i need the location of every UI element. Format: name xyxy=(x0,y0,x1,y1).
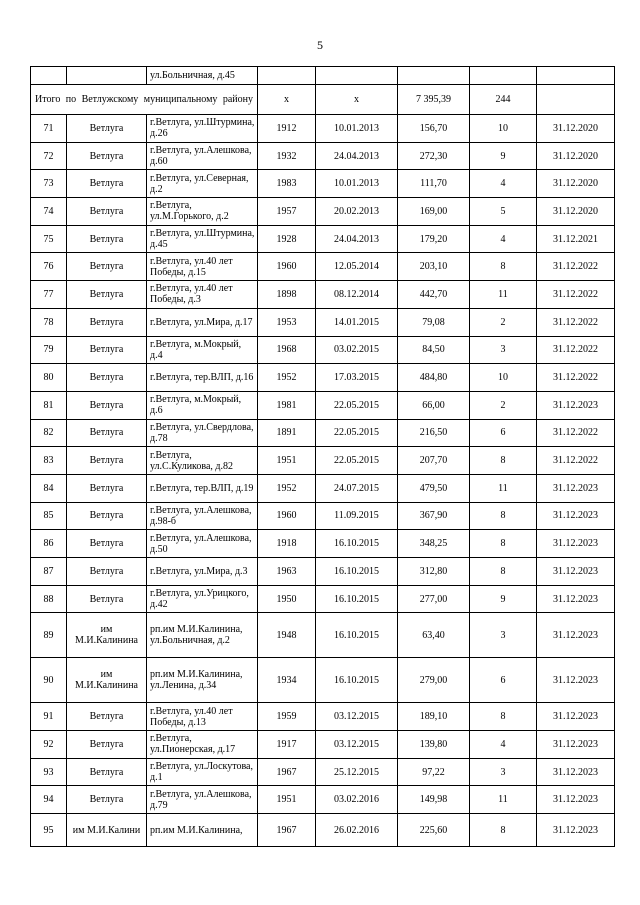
address-cell: г.Ветлуга, ул.Северная, д.2 xyxy=(147,170,258,198)
residents-cell: 10 xyxy=(470,364,537,392)
settlement-cell: Ветлуга xyxy=(67,336,147,364)
address-cell: г.Ветлуга, ул.Штурмина, д.45 xyxy=(147,225,258,253)
area-cell: 111,70 xyxy=(398,170,470,198)
deadline-cell: 31.12.2021 xyxy=(537,225,615,253)
year-built-cell: 1948 xyxy=(258,613,316,658)
area-cell: 272,30 xyxy=(398,142,470,170)
settlement-cell: Ветлуга xyxy=(67,786,147,814)
row-number-cell: 88 xyxy=(31,585,67,613)
deadline-cell: 31.12.2022 xyxy=(537,253,615,281)
table-row xyxy=(31,703,615,731)
subtotal-label: Итого по Ветлужскому муниципальному району xyxy=(31,85,258,115)
deadline-cell: 31.12.2023 xyxy=(537,530,615,558)
area-cell: 312,80 xyxy=(398,558,470,586)
deadline-cell: 31.12.2023 xyxy=(537,613,615,658)
settlement-cell: Ветлуга xyxy=(67,731,147,759)
area-cell: 207,70 xyxy=(398,447,470,475)
page-number: 5 xyxy=(317,38,323,52)
area-cell: 63,40 xyxy=(398,613,470,658)
date-cell: 16.10.2015 xyxy=(316,558,398,586)
area-cell: 66,00 xyxy=(398,391,470,419)
address-cell: г.Ветлуга, м.Мокрый, д.6 xyxy=(147,391,258,419)
row-number-cell: 90 xyxy=(31,658,67,703)
area-cell: 189,10 xyxy=(398,703,470,731)
address-cell: рп.им М.И.Калинина, ул.Больничная, д.2 xyxy=(147,613,258,658)
address-cell: г.Ветлуга, ул.Урицкого, д.42 xyxy=(147,585,258,613)
date-cell: 11.09.2015 xyxy=(316,502,398,530)
residents-cell: 8 xyxy=(470,253,537,281)
settlement-cell: Ветлуга xyxy=(67,225,147,253)
row-number-cell: 93 xyxy=(31,758,67,786)
settlement-cell: Ветлуга xyxy=(67,115,147,143)
address-cell: ул.Больничная, д.45 xyxy=(147,67,258,85)
row-number-cell: 95 xyxy=(31,814,67,847)
table-row xyxy=(31,502,615,530)
subtotal-year: х xyxy=(258,85,316,115)
deadline-cell: 31.12.2022 xyxy=(537,364,615,392)
residents-cell: 10 xyxy=(470,115,537,143)
settlement-cell: Ветлуга xyxy=(67,474,147,502)
address-cell: г.Ветлуга, м.Мокрый, д.4 xyxy=(147,336,258,364)
area-cell: 79,08 xyxy=(398,308,470,336)
date-cell: 03.02.2015 xyxy=(316,336,398,364)
area-cell: 203,10 xyxy=(398,253,470,281)
year-built-cell: 1952 xyxy=(258,474,316,502)
continuation-row xyxy=(31,67,615,85)
residents-cell: 3 xyxy=(470,758,537,786)
deadline-cell: 31.12.2022 xyxy=(537,281,615,309)
settlement-cell: Ветлуга xyxy=(67,170,147,198)
table-row xyxy=(31,336,615,364)
table-row xyxy=(31,115,615,143)
residents-cell: 11 xyxy=(470,786,537,814)
row-number-cell: 94 xyxy=(31,786,67,814)
table-row xyxy=(31,419,615,447)
deadline-cell: 31.12.2020 xyxy=(537,170,615,198)
residents-cell: 3 xyxy=(470,336,537,364)
deadline-cell: 31.12.2023 xyxy=(537,585,615,613)
deadline-cell: 31.12.2023 xyxy=(537,703,615,731)
year-built-cell: 1934 xyxy=(258,658,316,703)
date-cell: 16.10.2015 xyxy=(316,658,398,703)
area-cell: 97,22 xyxy=(398,758,470,786)
residents-cell: 8 xyxy=(470,447,537,475)
residents-cell: 2 xyxy=(470,391,537,419)
address-cell: г.Ветлуга, ул.Свердлова, д.78 xyxy=(147,419,258,447)
deadline-cell: 31.12.2023 xyxy=(537,391,615,419)
year-built-cell: 1960 xyxy=(258,502,316,530)
date-cell: 22.05.2015 xyxy=(316,419,398,447)
deadline-cell: 31.12.2023 xyxy=(537,658,615,703)
settlement-cell: Ветлуга xyxy=(67,558,147,586)
settlement-cell: им М.И.Калини xyxy=(67,814,147,847)
row-number-cell: 72 xyxy=(31,142,67,170)
year-built-cell: 1898 xyxy=(258,281,316,309)
residents-cell: 2 xyxy=(470,308,537,336)
area-cell: 277,00 xyxy=(398,585,470,613)
address-cell: г.Ветлуга, ул.С.Куликова, д.82 xyxy=(147,447,258,475)
residents-cell: 4 xyxy=(470,225,537,253)
address-cell: г.Ветлуга, тер.ВЛП, д.19 xyxy=(147,474,258,502)
residents-cell: 6 xyxy=(470,658,537,703)
year-built-cell: 1968 xyxy=(258,336,316,364)
deadline-cell: 31.12.2023 xyxy=(537,758,615,786)
date-cell: 12.05.2014 xyxy=(316,253,398,281)
subtotal-row xyxy=(31,85,615,115)
row-number-cell: 77 xyxy=(31,281,67,309)
deadline-cell: 31.12.2023 xyxy=(537,814,615,847)
address-cell: г.Ветлуга, ул.Алешкова, д.79 xyxy=(147,786,258,814)
table-row xyxy=(31,391,615,419)
year-built-cell: 1983 xyxy=(258,170,316,198)
area-cell: 149,98 xyxy=(398,786,470,814)
address-cell: г.Ветлуга, ул.40 лет Победы, д.15 xyxy=(147,253,258,281)
table-row xyxy=(31,658,615,703)
address-cell: г.Ветлуга, ул.Лоскутова, д.1 xyxy=(147,758,258,786)
residents-cell: 8 xyxy=(470,703,537,731)
deadline-cell: 31.12.2022 xyxy=(537,447,615,475)
date-cell: 03.12.2015 xyxy=(316,703,398,731)
date-cell: 03.02.2016 xyxy=(316,786,398,814)
deadline-cell: 31.12.2020 xyxy=(537,115,615,143)
year-built-cell: 1950 xyxy=(258,585,316,613)
subtotal-date: х xyxy=(316,85,398,115)
row-number-cell: 83 xyxy=(31,447,67,475)
table-row xyxy=(31,447,615,475)
address-cell: г.Ветлуга, тер.ВЛП, д.16 xyxy=(147,364,258,392)
row-number-cell: 86 xyxy=(31,530,67,558)
year-built-cell: 1932 xyxy=(258,142,316,170)
area-cell: 84,50 xyxy=(398,336,470,364)
area-cell: 179,20 xyxy=(398,225,470,253)
date-cell: 10.01.2013 xyxy=(316,170,398,198)
area-cell: 225,60 xyxy=(398,814,470,847)
date-cell: 22.05.2015 xyxy=(316,391,398,419)
deadline-cell: 31.12.2020 xyxy=(537,198,615,226)
table-row xyxy=(31,613,615,658)
settlement-cell: Ветлуга xyxy=(67,447,147,475)
year-built-cell: 1952 xyxy=(258,364,316,392)
settlement-cell: Ветлуга xyxy=(67,391,147,419)
date-cell: 26.02.2016 xyxy=(316,814,398,847)
subtotal-area: 7 395,39 xyxy=(398,85,470,115)
area-cell: 169,00 xyxy=(398,198,470,226)
area-cell: 484,80 xyxy=(398,364,470,392)
area-cell: 156,70 xyxy=(398,115,470,143)
table-row xyxy=(31,786,615,814)
year-built-cell: 1928 xyxy=(258,225,316,253)
settlement-cell: Ветлуга xyxy=(67,142,147,170)
deadline-cell: 31.12.2022 xyxy=(537,419,615,447)
table-row xyxy=(31,558,615,586)
date-cell: 24.07.2015 xyxy=(316,474,398,502)
residents-cell: 8 xyxy=(470,530,537,558)
row-number-cell: 89 xyxy=(31,613,67,658)
date-cell: 22.05.2015 xyxy=(316,447,398,475)
area-cell: 367,90 xyxy=(398,502,470,530)
settlement-cell: Ветлуга xyxy=(67,364,147,392)
table-body xyxy=(31,67,615,847)
deadline-cell: 31.12.2023 xyxy=(537,786,615,814)
settlement-cell: Ветлуга xyxy=(67,758,147,786)
address-cell: г.Ветлуга, ул.40 лет Победы, д.13 xyxy=(147,703,258,731)
residents-cell: 8 xyxy=(470,558,537,586)
table-row xyxy=(31,198,615,226)
date-cell: 16.10.2015 xyxy=(316,613,398,658)
year-built-cell: 1953 xyxy=(258,308,316,336)
table-row xyxy=(31,364,615,392)
deadline-cell: 31.12.2023 xyxy=(537,502,615,530)
table-row xyxy=(31,758,615,786)
date-cell: 24.04.2013 xyxy=(316,225,398,253)
settlement-cell: Ветлуга xyxy=(67,703,147,731)
settlement-cell: Ветлуга xyxy=(67,253,147,281)
deadline-cell: 31.12.2022 xyxy=(537,308,615,336)
residents-cell: 11 xyxy=(470,281,537,309)
date-cell: 03.12.2015 xyxy=(316,731,398,759)
table-row xyxy=(31,530,615,558)
table-row xyxy=(31,474,615,502)
date-cell: 16.10.2015 xyxy=(316,530,398,558)
settlement-cell: Ветлуга xyxy=(67,530,147,558)
address-cell: рп.им М.И.Калинина, ул.Ленина, д.34 xyxy=(147,658,258,703)
residents-cell: 8 xyxy=(470,814,537,847)
residents-cell: 11 xyxy=(470,474,537,502)
settlement-cell: Ветлуга xyxy=(67,308,147,336)
year-built-cell: 1967 xyxy=(258,814,316,847)
deadline-cell: 31.12.2023 xyxy=(537,474,615,502)
row-number-cell: 91 xyxy=(31,703,67,731)
row-number-cell: 84 xyxy=(31,474,67,502)
row-number-cell: 87 xyxy=(31,558,67,586)
deadline-cell: 31.12.2023 xyxy=(537,558,615,586)
address-cell: г.Ветлуга, ул.Алешкова, д.50 xyxy=(147,530,258,558)
area-cell: 348,25 xyxy=(398,530,470,558)
residents-cell: 4 xyxy=(470,731,537,759)
address-cell: рп.им М.И.Калинина, xyxy=(147,814,258,847)
date-cell: 10.01.2013 xyxy=(316,115,398,143)
residents-cell: 4 xyxy=(470,170,537,198)
row-number-cell: 74 xyxy=(31,198,67,226)
housing-table xyxy=(30,66,615,847)
table-row xyxy=(31,308,615,336)
area-cell: 216,50 xyxy=(398,419,470,447)
year-built-cell: 1951 xyxy=(258,786,316,814)
date-cell: 16.10.2015 xyxy=(316,585,398,613)
settlement-cell: им М.И.Калинина xyxy=(67,658,147,703)
residents-cell: 8 xyxy=(470,502,537,530)
year-built-cell: 1891 xyxy=(258,419,316,447)
table-row xyxy=(31,585,615,613)
year-built-cell: 1967 xyxy=(258,758,316,786)
row-number-cell: 82 xyxy=(31,419,67,447)
deadline-cell: 31.12.2020 xyxy=(537,142,615,170)
deadline-cell: 31.12.2023 xyxy=(537,731,615,759)
table-row xyxy=(31,814,615,847)
date-cell: 08.12.2014 xyxy=(316,281,398,309)
date-cell: 20.02.2013 xyxy=(316,198,398,226)
year-built-cell: 1981 xyxy=(258,391,316,419)
row-number-cell: 73 xyxy=(31,170,67,198)
address-cell: г.Ветлуга, ул.Мира, д.17 xyxy=(147,308,258,336)
row-number-cell: 76 xyxy=(31,253,67,281)
date-cell: 25.12.2015 xyxy=(316,758,398,786)
table-row xyxy=(31,731,615,759)
row-number-cell: 71 xyxy=(31,115,67,143)
year-built-cell: 1918 xyxy=(258,530,316,558)
table-row xyxy=(31,253,615,281)
year-built-cell: 1963 xyxy=(258,558,316,586)
area-cell: 139,80 xyxy=(398,731,470,759)
year-built-cell: 1959 xyxy=(258,703,316,731)
row-number-cell: 85 xyxy=(31,502,67,530)
address-cell: г.Ветлуга, ул.40 лет Победы, д.3 xyxy=(147,281,258,309)
year-built-cell: 1960 xyxy=(258,253,316,281)
date-cell: 24.04.2013 xyxy=(316,142,398,170)
row-number-cell: 81 xyxy=(31,391,67,419)
address-cell: г.Ветлуга, ул.М.Горького, д.2 xyxy=(147,198,258,226)
year-built-cell: 1951 xyxy=(258,447,316,475)
residents-cell: 9 xyxy=(470,142,537,170)
year-built-cell: 1917 xyxy=(258,731,316,759)
table-row xyxy=(31,225,615,253)
settlement-cell: Ветлуга xyxy=(67,198,147,226)
table-row xyxy=(31,281,615,309)
row-number-cell: 92 xyxy=(31,731,67,759)
settlement-cell: Ветлуга xyxy=(67,281,147,309)
settlement-cell: Ветлуга xyxy=(67,585,147,613)
year-built-cell: 1912 xyxy=(258,115,316,143)
date-cell: 17.03.2015 xyxy=(316,364,398,392)
area-cell: 442,70 xyxy=(398,281,470,309)
residents-cell: 6 xyxy=(470,419,537,447)
address-cell: г.Ветлуга, ул.Мира, д.3 xyxy=(147,558,258,586)
row-number-cell: 79 xyxy=(31,336,67,364)
address-cell: г.Ветлуга, ул.Алешкова, д.60 xyxy=(147,142,258,170)
settlement-cell: Ветлуга xyxy=(67,419,147,447)
table-row xyxy=(31,142,615,170)
subtotal-count: 244 xyxy=(470,85,537,115)
row-number-cell: 80 xyxy=(31,364,67,392)
address-cell: г.Ветлуга, ул.Пионерская, д.17 xyxy=(147,731,258,759)
address-cell: г.Ветлуга, ул.Алешкова, д.98-б xyxy=(147,502,258,530)
date-cell: 14.01.2015 xyxy=(316,308,398,336)
settlement-cell: им М.И.Калинина xyxy=(67,613,147,658)
row-number-cell: 75 xyxy=(31,225,67,253)
row-number-cell: 78 xyxy=(31,308,67,336)
residents-cell: 5 xyxy=(470,198,537,226)
deadline-cell: 31.12.2022 xyxy=(537,336,615,364)
area-cell: 279,00 xyxy=(398,658,470,703)
settlement-cell: Ветлуга xyxy=(67,502,147,530)
area-cell: 479,50 xyxy=(398,474,470,502)
residents-cell: 3 xyxy=(470,613,537,658)
address-cell: г.Ветлуга, ул.Штурмина, д.26 xyxy=(147,115,258,143)
residents-cell: 9 xyxy=(470,585,537,613)
year-built-cell: 1957 xyxy=(258,198,316,226)
table-row xyxy=(31,170,615,198)
